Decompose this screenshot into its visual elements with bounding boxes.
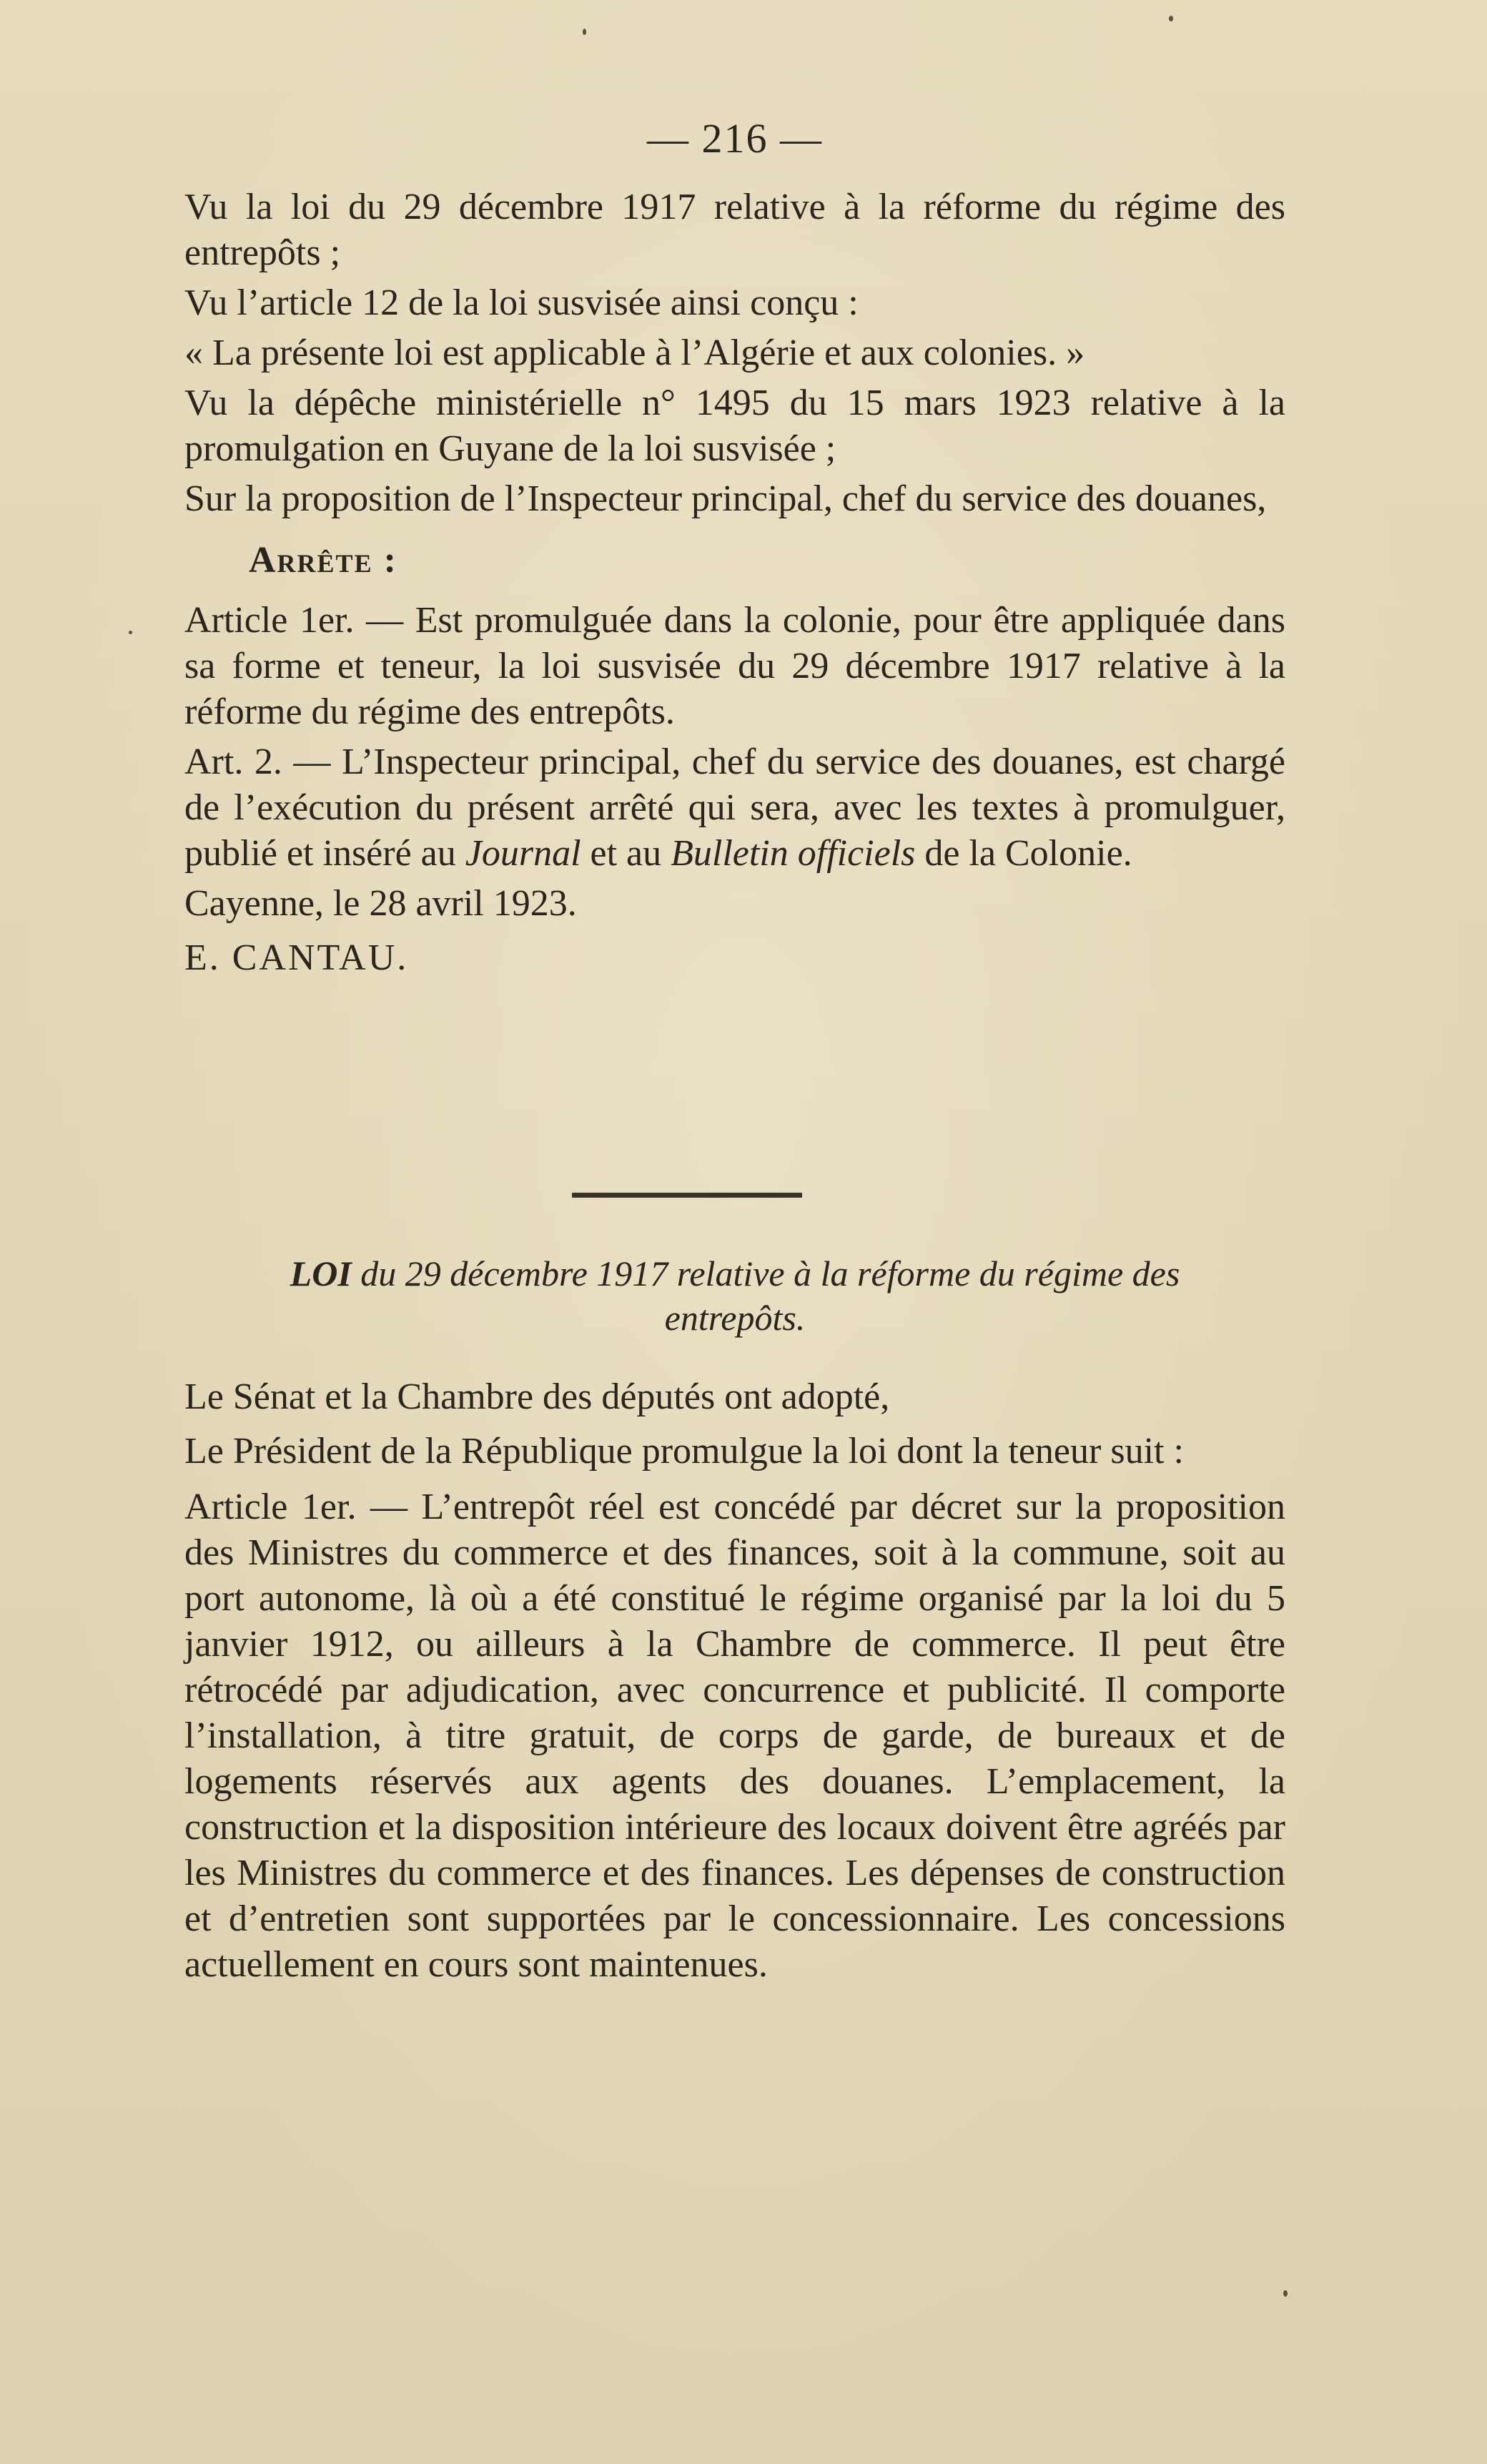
law-block [184, 1251, 1285, 1988]
section-divider [572, 1193, 802, 1198]
considerant-law: Vu la loi du 29 décembre 1917 relative à la réforme du régime des entrepôts ; [184, 187, 1285, 273]
ink-speck [583, 29, 586, 35]
article-2-end: de la Colonie. [924, 833, 1132, 874]
law-title [184, 1251, 1285, 1340]
considerant-proposition: Sur la proposition de l’Inspecteur principal, chef du service des douanes, [184, 478, 1267, 519]
journal-title: Journal [465, 833, 581, 874]
considerant-depeche: Vu la dépêche ministérielle n° 1495 du 15 mars 1923 relative à la promulgation en Guyane de la loi susvisée ; [184, 383, 1285, 469]
decree-article-2 [184, 739, 1285, 877]
law-preamble-senate: Le Sénat et la Chambre des députés ont adopté, [184, 1376, 890, 1417]
signature: E. CANTAU. [184, 937, 409, 978]
ink-speck [1283, 2290, 1288, 2297]
ink-speck [1169, 16, 1173, 21]
place-and-date: Cayenne, le 28 avril 1923. [184, 883, 577, 924]
considerant-article: Vu l’article 12 de la loi susvisée ainsi conçu : [184, 282, 859, 323]
decree-article-1: Article 1er. — Est promulguée dans la colonie, pour être appliquée dans sa forme et teneur, la loi susvisée du 29 décembre 1917 relative à la réforme du régime des entrepôts. [184, 600, 1285, 732]
law-title-rest: du 29 décembre 1917 relative à la réforme du régime des entrepôts. [360, 1253, 1180, 1338]
law-preamble-president: Le Président de la République promulgue la loi dont la teneur suit : [184, 1431, 1184, 1472]
law-article-1: Article 1er. — L’entrepôt réel est concédé par décret sur la proposition des Ministres du commerce et des finances, soit à la commune, soit au port autonome, là où a été constitué le régime organisé par la loi du 5 janvier 1912, ou ailleurs à la Chambre de commerce. Il peut être rétrocédé par adjudication, avec concurrence et publicité. Il comporte l’installation, à titre gratuit, de corps de garde, de bureaux et de logements réservés aux agents des douanes. L’emplacement, la construction et la disposition intérieure des locaux doivent être agréés par les Ministres du commerce et des finances. Les dépenses de construction et d’entretien sont supportées par le concessionnaire. Les concessions actuellement en cours sont maintenues. [184, 1487, 1285, 1985]
page-number: — 216 — [647, 115, 823, 162]
article-2-conjunction: et au [590, 833, 662, 874]
bulletin-title: Bulletin officiels [671, 833, 916, 874]
quoted-article: « La présente loi est applicable à l’Algérie et aux colonies. » [184, 332, 1085, 373]
decree-block [184, 184, 1285, 981]
arrete-label: Arrête : [249, 540, 397, 581]
ink-speck [129, 631, 132, 634]
arrete-heading [184, 538, 1285, 583]
law-title-lead: LOI [290, 1253, 352, 1293]
article-2-text: Art. 2. — L’Inspecteur principal, chef du service des douanes, est chargé de l’exécution du présent arrêté qui sera, avec les textes à promulguer, publié et inséré au [184, 741, 1285, 874]
